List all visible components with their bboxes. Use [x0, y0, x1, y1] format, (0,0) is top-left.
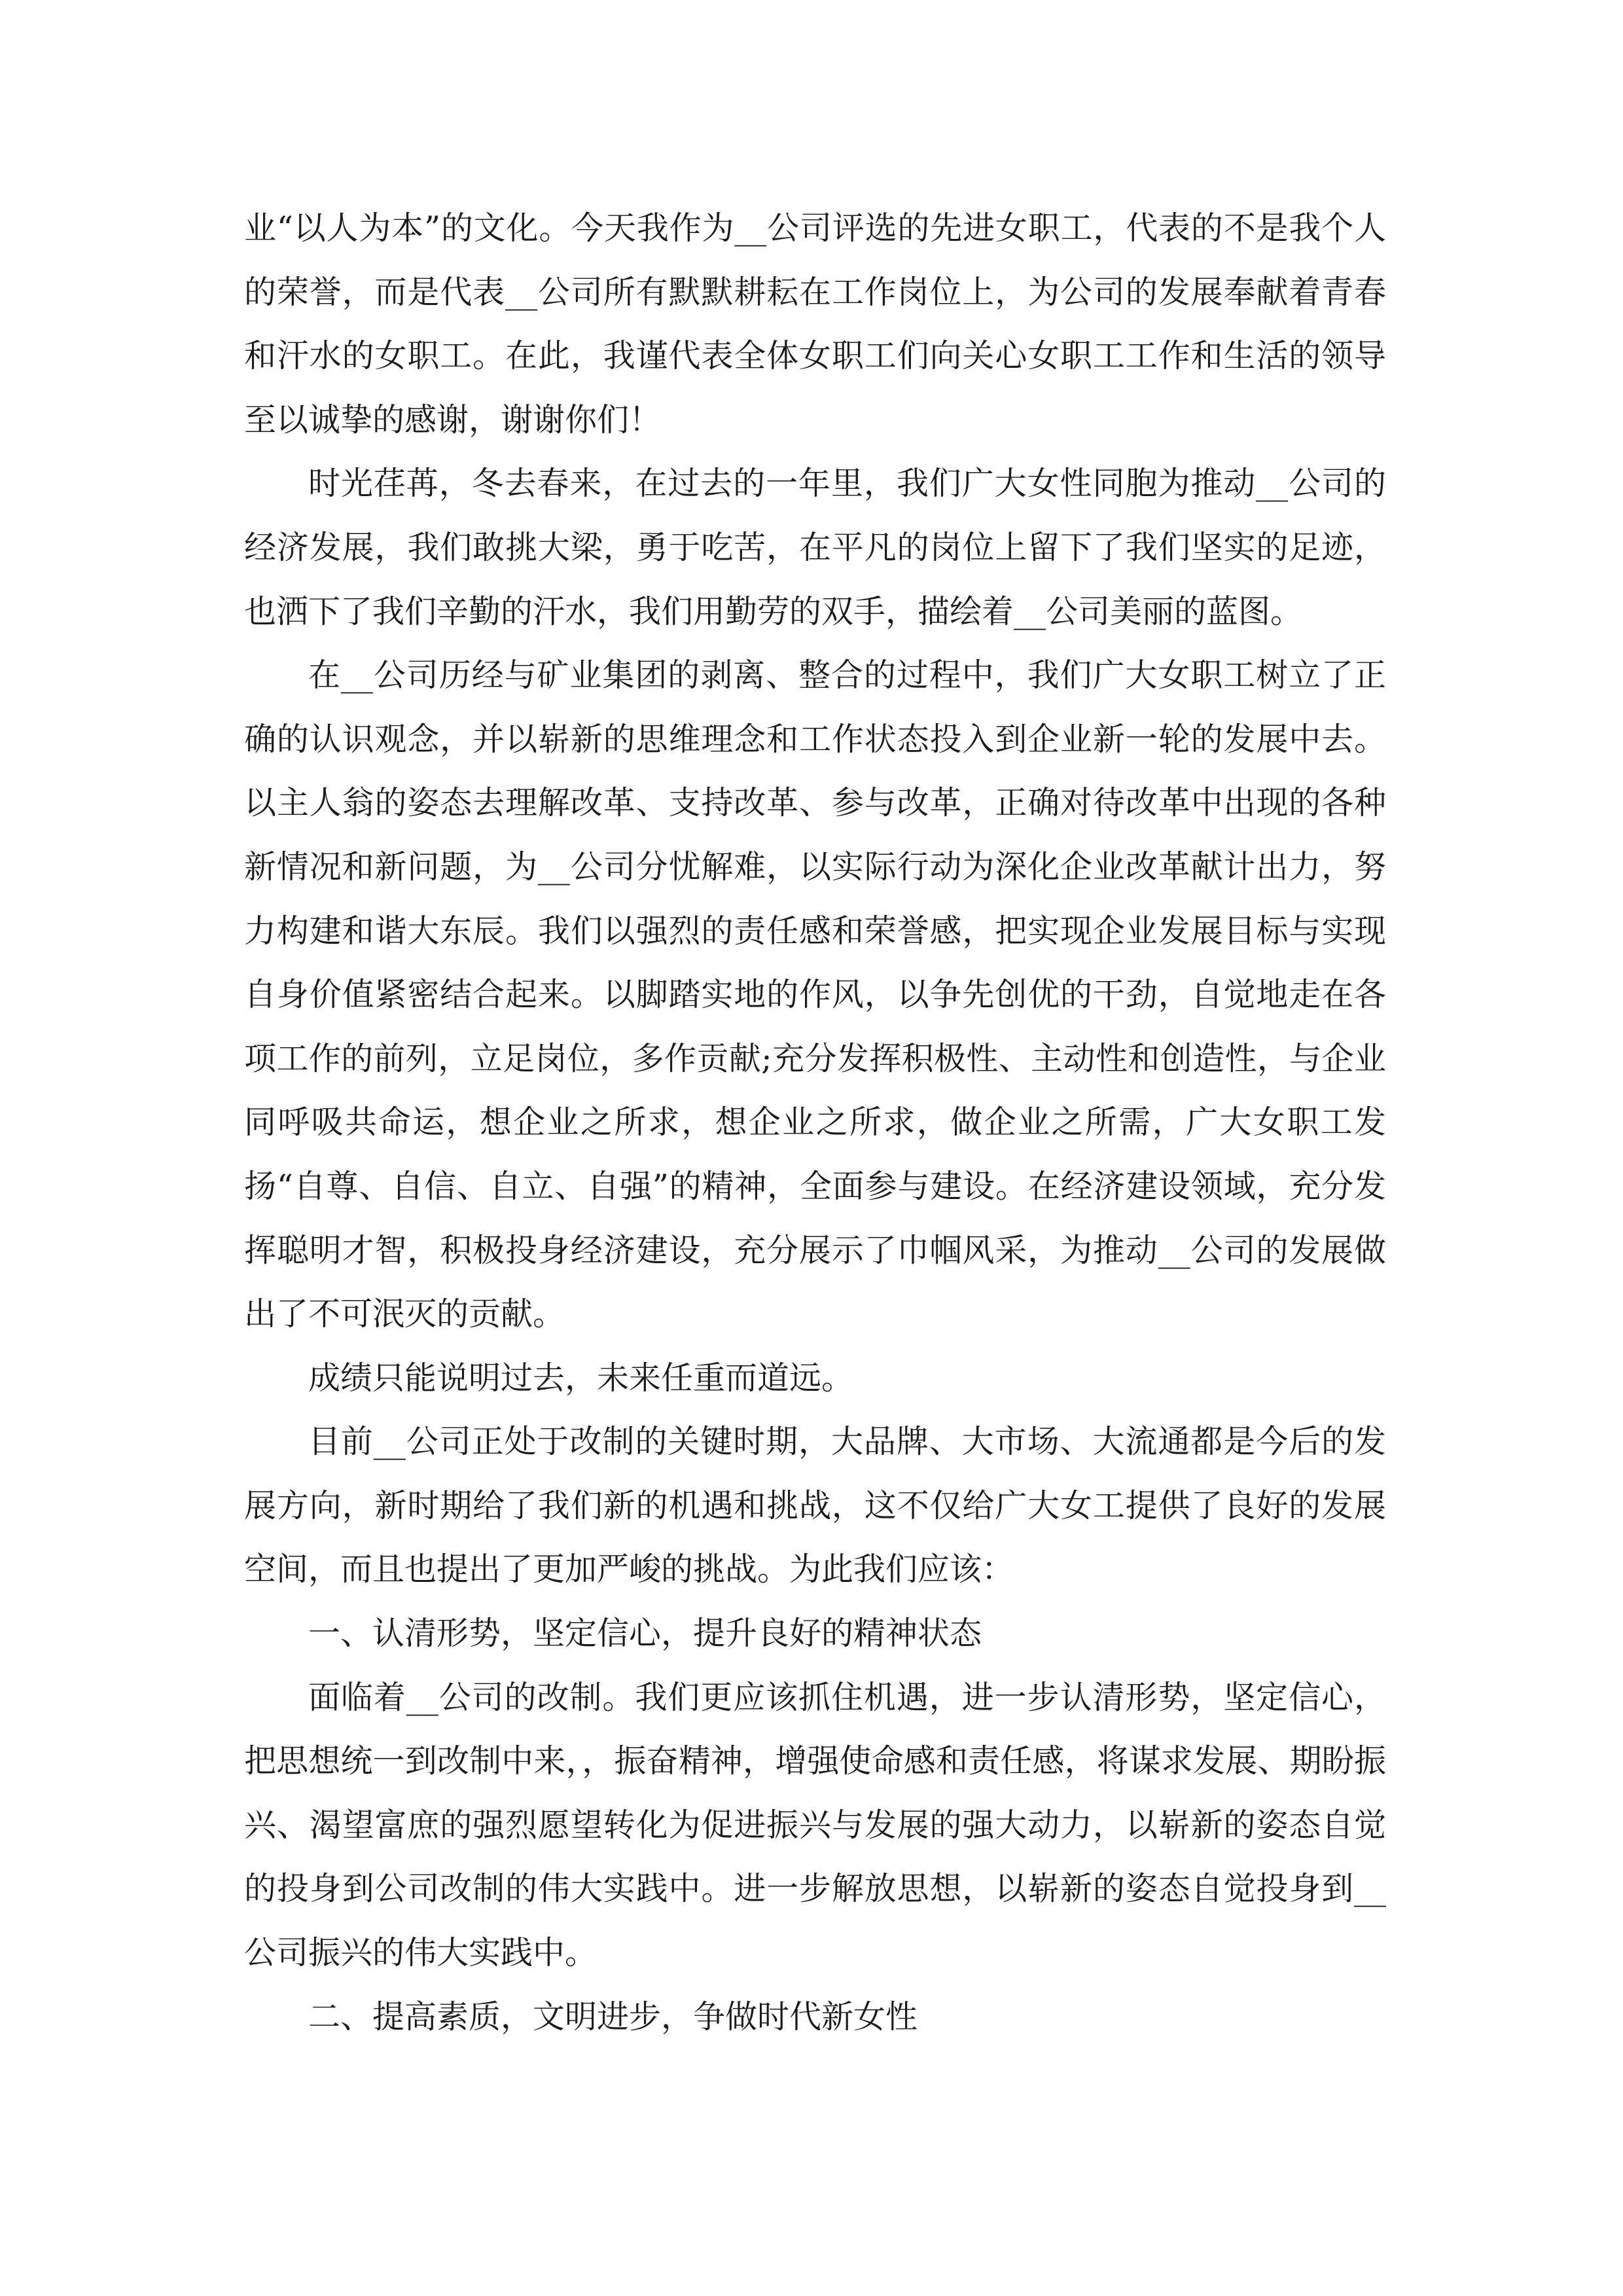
paragraph-2: 时光荏苒，冬去春来，在过去的一年里，我们广大女性同胞为推动__公司的经济发展，我们敢挑大梁，勇于吃苦，在平凡的岗位上留下了我们坚实的足迹，也洒下了我们辛勤的汗水，我们用勤劳的双手，描绘着__公司美丽的蓝图。 [244, 465, 1386, 630]
paragraph-5: 目前__公司正处于改制的关键时期，大品牌、大市场、大流通都是今后的发展方向，新时期给了我们新的机遇和挑战，这不仅给广大女工提供了良好的发展空间，而且也提出了更加严峻的挑战。为此我们应该： [244, 1423, 1386, 1588]
document-body [244, 196, 1386, 2049]
section-heading-2: 二、提高素质，文明进步，争做时代新女性 [308, 1998, 918, 2036]
paragraph-1: 业“以人为本”的文化。今天我作为__公司评选的先进女职工，代表的不是我个人的荣誉，而是代表__公司所有默默耕耘在工作岗位上，为公司的发展奉献着青春和汗水的女职工。在此，我谨代表全体女职工们向关心女职工工作和生活的领导至以诚挚的感谢，谢谢你们！ [244, 209, 1386, 439]
paragraph-3: 在__公司历经与矿业集团的剥离、整合的过程中，我们广大女职工树立了正确的认识观念，并以崭新的思维理念和工作状态投入到企业新一轮的发展中去。以主人翁的姿态去理解改革、支持改革、参与改革，正确对待改革中出现的各种新情况和新问题，为__公司分忧解难，以实际行动为深化企业改革献计出力，努力构建和谐大东辰。我们以强烈的责任感和荣誉感，把实现企业发展目标与实现自身价值紧密结合起来。以脚踏实地的作风，以争先创优的干劲，自觉地走在各项工作的前列，立足岗位，多作贡献;充分发挥积极性、主动性和创造性，与企业同呼吸共命运，想企业之所求，想企业之所求，做企业之所需，广大女职工发扬“自尊、自信、自立、自强”的精神，全面参与建设。在经济建设领域，充分发挥聪明才智，积极投身经济建设，充分展示了巾帼风采，为推动__公司的发展做出了不可泯灭的贡献。 [244, 656, 1386, 1333]
paragraph-6: 面临着__公司的改制。我们更应该抓住机遇，进一步认清形势，坚定信心，把思想统一到改制中来，，振奋精神，增强使命感和责任感，将谋求发展、期盼振兴、渴望富庶的强烈愿望转化为促进振兴与发展的强大动力，以崭新的姿态自觉的投身到公司改制的伟大实践中。进一步解放思想，以崭新的姿态自觉投身到__公司振兴的伟大实践中。 [244, 1678, 1386, 1972]
paragraph-4: 成绩只能说明过去，未来任重而道远。 [308, 1359, 854, 1397]
section-heading-1: 一、认清形势，坚定信心，提升良好的精神状态 [308, 1615, 982, 1653]
